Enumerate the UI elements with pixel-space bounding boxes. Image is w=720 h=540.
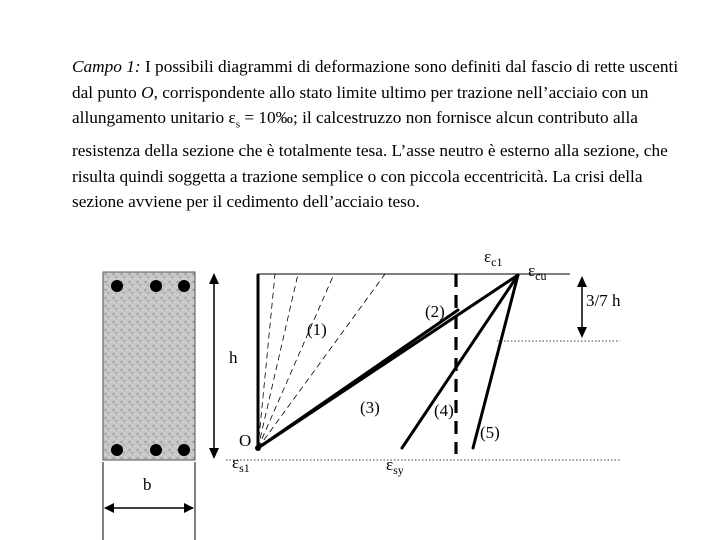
width-arrow-right: [184, 503, 194, 513]
es1-symbol: ε: [232, 453, 240, 472]
origin-label: O: [239, 431, 252, 450]
origin-point: [255, 445, 261, 451]
point-o-ref: O: [141, 82, 154, 102]
ec1-symbol: ε: [484, 247, 492, 266]
ecu-label: [528, 261, 546, 283]
field-1-line-b: [258, 274, 298, 448]
rebar-bottom-1: [111, 444, 123, 456]
height-arrow-top: [209, 273, 219, 284]
rebar-top-3: [178, 280, 190, 292]
ec1-subscript: c1: [491, 255, 503, 269]
paragraph-text-2: , corrispondente allo stato limite ultimo per trazione nell’acciaio con un allungamento unitario ε: [72, 82, 649, 128]
depth-arrow-bottom: [577, 327, 587, 338]
width-arrow-left: [104, 503, 114, 513]
field-1-line-d: [258, 274, 385, 448]
field-label-4: (4): [434, 401, 454, 420]
field-label-1: (1): [307, 320, 327, 339]
ec1-label: [484, 247, 502, 269]
rebar-top-1: [111, 280, 123, 292]
paragraph-text-3: = 10‰; il calcestruzzo non fornisce alcun contributo alla resistenza della sezione che è totalmente tesa. L’asse neutro è esterno alla sezione, che risulta quindi soggetta a trazione semplice o con piccola eccentricità. La crisi della sezione avviene per il cedimento dell’acciaio teso.: [72, 108, 668, 212]
esy-symbol: ε: [386, 455, 394, 474]
height-label: h: [229, 348, 238, 367]
es1-label: [232, 453, 250, 475]
rebar-bottom-2: [150, 444, 162, 456]
esy-subscript: sy: [393, 463, 404, 477]
field-label-2: (2): [425, 302, 445, 321]
field-1-line-a: [258, 274, 275, 448]
eps-s-subscript: s: [235, 118, 240, 131]
concrete-section: [103, 272, 195, 460]
height-arrow-bottom: [209, 448, 219, 459]
ecu-symbol: ε: [528, 261, 536, 280]
field-3-line: [402, 275, 518, 448]
field-label-5: (5): [480, 423, 500, 442]
depth-label: 3/7 h: [586, 291, 621, 310]
limit-strain-lines: [258, 275, 518, 448]
depth-arrow-top: [577, 276, 587, 287]
rebar-top-2: [150, 280, 162, 292]
width-label: b: [143, 475, 152, 494]
ecu-subscript: cu: [535, 269, 547, 283]
esy-label: [386, 455, 404, 477]
es1-subscript: s1: [239, 461, 250, 475]
paragraph-text-1: I possibili diagrammi di deformazione sono definiti dal fascio di rette uscenti dal punto: [72, 57, 679, 102]
field-1-strain-lines: [258, 274, 385, 448]
rebar-bottom-3: [178, 444, 190, 456]
field-label-3: (3): [360, 398, 380, 417]
campo-label: Campo 1:: [72, 57, 141, 76]
